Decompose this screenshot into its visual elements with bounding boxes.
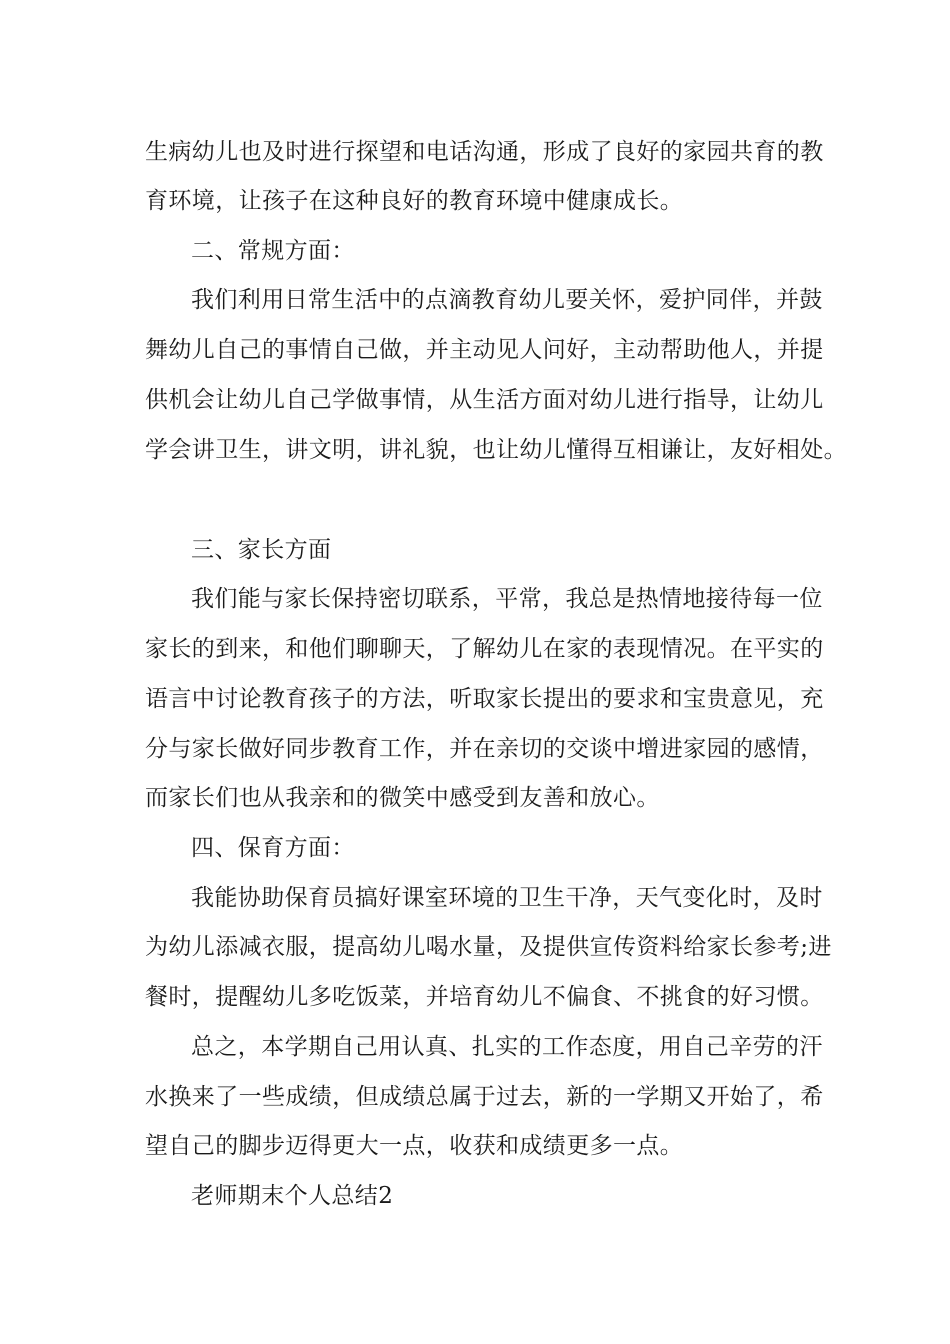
- body-text-line: 餐时，提醒幼儿多吃饭菜，并培育幼儿不偏食、不挑食的好习惯。: [145, 984, 824, 1010]
- document-subtitle: 老师期末个人总结2: [191, 1183, 394, 1209]
- body-text-line: 育环境，让孩子在这种良好的教育环境中健康成长。: [145, 188, 684, 214]
- body-text-line: 分与家长做好同步教育工作，并在亲切的交谈中增进家园的感情，: [145, 736, 824, 762]
- body-text-line: 语言中讨论教育孩子的方法，听取家长提出的要求和宝贵意见，充: [145, 686, 824, 712]
- body-text-line: 学会讲卫生，讲文明，讲礼貌，也让幼儿懂得互相谦让，友好相处。: [145, 437, 847, 463]
- body-text-line: 望自己的脚步迈得更大一点，收获和成绩更多一点。: [145, 1133, 684, 1159]
- section-heading-routine: 二、常规方面：: [191, 238, 355, 264]
- body-text-line: 家长的到来，和他们聊聊天，了解幼儿在家的表现情况。在平实的: [145, 636, 824, 662]
- body-text-line: 总之，本学期自己用认真、扎实的工作态度，用自己辛劳的汗: [191, 1034, 823, 1060]
- body-text-line: 舞幼儿自己的事情自己做，并主动见人问好，主动帮助他人，并提: [145, 337, 824, 363]
- body-text-line: 水换来了一些成绩，但成绩总属于过去，新的一学期又开始了，希: [145, 1084, 824, 1110]
- body-text-line: 生病幼儿也及时进行探望和电话沟通，形成了良好的家园共育的教: [145, 139, 824, 165]
- body-text-line: 为幼儿添减衣服，提高幼儿喝水量，及提供宣传资料给家长参考;进: [145, 934, 832, 960]
- body-text-line: 我们能与家长保持密切联系，平常，我总是热情地接待每一位: [191, 586, 823, 612]
- section-heading-parents: 三、家长方面: [191, 537, 332, 563]
- body-text-line: 而家长们也从我亲和的微笑中感受到友善和放心。: [145, 785, 660, 811]
- body-text-line: 我们利用日常生活中的点滴教育幼儿要关怀，爱护同伴，并鼓: [191, 287, 823, 313]
- section-heading-care: 四、保育方面：: [191, 835, 355, 861]
- body-text-line: 我能协助保育员搞好课室环境的卫生干净，天气变化时，及时: [191, 885, 823, 911]
- body-text-line: 供机会让幼儿自己学做事情，从生活方面对幼儿进行指导，让幼儿: [145, 387, 824, 413]
